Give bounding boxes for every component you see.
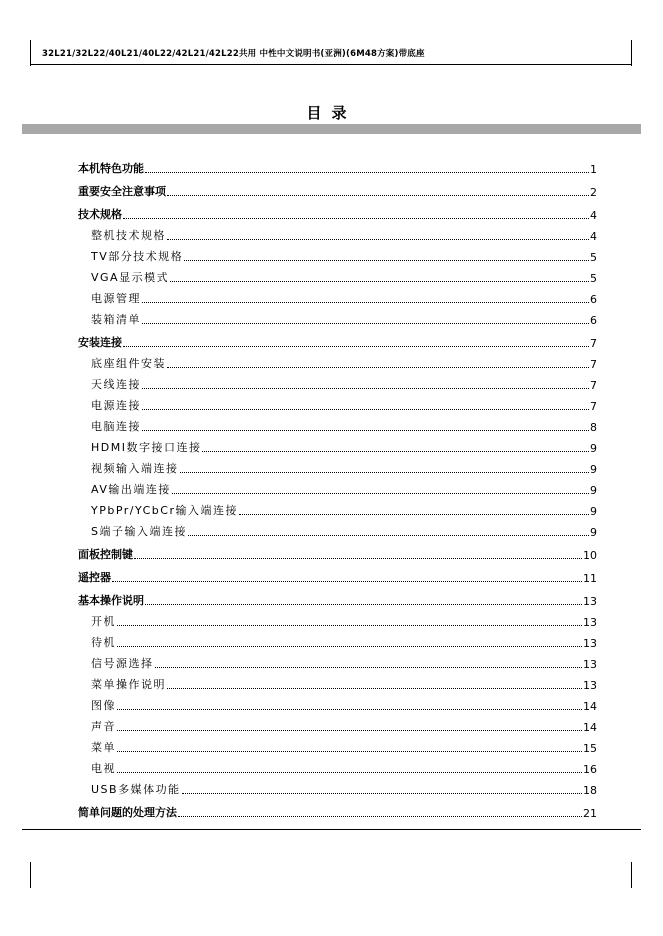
toc-section-entry[interactable] [78, 797, 597, 820]
toc-entry-label: 简单问题的处理方法 [78, 806, 177, 819]
toc-entry-label: 遥控器 [78, 571, 111, 584]
toc-entry-label: 图像 [91, 699, 116, 712]
dot-leader [123, 218, 589, 219]
toc-subsection-entry[interactable] [78, 306, 597, 327]
toc-entry-page-number: 13 [583, 595, 597, 608]
toc-entry-page-number: 9 [590, 463, 597, 476]
toc-entry-page-number: 15 [583, 742, 597, 755]
toc-entry-label: 电源连接 [91, 399, 141, 412]
dot-leader [155, 667, 583, 668]
toc-entry-page-number: 2 [590, 186, 597, 199]
dot-leader [142, 302, 589, 303]
toc-entry-label: TV部分技术规格 [91, 250, 184, 263]
toc-entry-page-number: 13 [583, 616, 597, 629]
toc-subsection-entry[interactable] [78, 285, 597, 306]
toc-entry-label: 电脑连接 [91, 420, 141, 433]
toc-subsection-entry[interactable] [78, 755, 597, 776]
dot-leader [117, 625, 582, 626]
toc-section-entry[interactable] [78, 562, 597, 585]
crop-mark-top-right [631, 40, 632, 66]
dot-leader [117, 709, 582, 710]
toc-section-entry[interactable] [78, 327, 597, 350]
toc-entry-label: 重要安全注意事项 [78, 185, 166, 198]
toc-subsection-entry[interactable] [78, 350, 597, 371]
toc-entry-page-number: 21 [583, 807, 597, 820]
toc-entry-page-number: 6 [590, 293, 597, 306]
toc-entry-label: 安装连接 [78, 336, 122, 349]
toc-entry-page-number: 14 [583, 721, 597, 734]
toc-entry-label: 声音 [91, 720, 116, 733]
toc-subsection-entry[interactable] [78, 713, 597, 734]
toc-entry-page-number: 13 [583, 658, 597, 671]
toc-section-entry[interactable] [78, 199, 597, 222]
dot-leader [117, 751, 582, 752]
dot-leader [142, 388, 589, 389]
toc-entry-page-number: 6 [590, 314, 597, 327]
toc-subsection-entry[interactable] [78, 413, 597, 434]
toc-entry-label: 基本操作说明 [78, 594, 144, 607]
toc-section-entry[interactable] [78, 153, 597, 176]
dot-leader [188, 535, 589, 536]
dot-leader [145, 172, 589, 173]
toc-entry-label: 技术规格 [78, 208, 122, 221]
toc-entry-page-number: 5 [590, 251, 597, 264]
toc-subsection-entry[interactable] [78, 650, 597, 671]
dot-leader [184, 260, 589, 261]
toc-subsection-entry[interactable] [78, 734, 597, 755]
footer-rule [22, 829, 641, 830]
toc-entry-label: 信号源选择 [91, 657, 154, 670]
crop-mark-bottom-right [631, 862, 632, 888]
toc-subsection-entry[interactable] [78, 692, 597, 713]
toc-subsection-entry[interactable] [78, 222, 597, 243]
toc-entry-label: 本机特色功能 [78, 162, 144, 175]
toc-entry-page-number: 9 [590, 505, 597, 518]
toc-entry-page-number: 13 [583, 637, 597, 650]
toc-subsection-entry[interactable] [78, 497, 597, 518]
toc-subsection-entry[interactable] [78, 243, 597, 264]
crop-mark-top-left [30, 40, 31, 66]
dot-leader [182, 793, 582, 794]
dot-leader [142, 409, 589, 410]
toc-entry-label: 菜单操作说明 [91, 678, 166, 691]
toc-entry-page-number: 8 [590, 421, 597, 434]
toc-entry-page-number: 16 [583, 763, 597, 776]
toc-entry-page-number: 4 [590, 230, 597, 243]
page-title: 目录 [306, 104, 357, 122]
toc-entry-label: 装箱清单 [91, 313, 141, 326]
toc-subsection-entry[interactable] [78, 371, 597, 392]
toc-entry-page-number: 10 [583, 549, 597, 562]
toc-entry-label: 底座组件安装 [91, 357, 166, 370]
toc-entry-page-number: 4 [590, 209, 597, 222]
toc-entry-label: 视频输入端连接 [91, 462, 179, 475]
dot-leader [167, 367, 589, 368]
dot-leader [112, 581, 582, 582]
toc-entry-page-number: 14 [583, 700, 597, 713]
toc-entry-label: HDMI数字接口连接 [91, 441, 202, 454]
toc-entry-label: 菜单 [91, 741, 116, 754]
toc-entry-label: USB多媒体功能 [91, 783, 181, 796]
toc-entry-page-number: 18 [583, 784, 597, 797]
header-rule [31, 64, 632, 65]
toc-entry-label: 待机 [91, 636, 116, 649]
dot-leader [167, 239, 589, 240]
toc-entry-label: 开机 [91, 615, 116, 628]
toc-subsection-entry[interactable] [78, 264, 597, 285]
toc-entry-label: 面板控制键 [78, 548, 133, 561]
dot-leader [134, 558, 582, 559]
dot-leader [142, 323, 589, 324]
toc-entry-label: 整机技术规格 [91, 229, 166, 242]
toc-entry-page-number: 5 [590, 272, 597, 285]
dot-leader [202, 451, 589, 452]
toc-entry-label: VGA显示模式 [91, 271, 170, 284]
toc-entry-page-number: 1 [590, 163, 597, 176]
toc-subsection-entry[interactable] [78, 518, 597, 539]
toc-subsection-entry[interactable] [78, 671, 597, 692]
dot-leader [117, 730, 582, 731]
toc-entry-label: AV输出端连接 [91, 483, 171, 496]
dot-leader [142, 430, 589, 431]
toc-entry-label: 天线连接 [91, 378, 141, 391]
dot-leader [145, 604, 582, 605]
toc-section-entry[interactable] [78, 539, 597, 562]
dot-leader [167, 195, 589, 196]
toc-section-entry[interactable] [78, 176, 597, 199]
dot-leader [239, 514, 589, 515]
dot-leader [117, 646, 582, 647]
toc-subsection-entry[interactable] [78, 608, 597, 629]
table-of-contents [78, 153, 597, 820]
toc-subsection-entry[interactable] [78, 392, 597, 413]
dot-leader [123, 346, 589, 347]
title-bar [22, 124, 641, 134]
toc-entry-label: S端子输入端连接 [91, 525, 187, 538]
toc-entry-page-number: 7 [590, 379, 597, 392]
crop-mark-bottom-left [30, 862, 31, 888]
toc-entry-page-number: 7 [590, 400, 597, 413]
dot-leader [178, 816, 582, 817]
toc-entry-page-number: 7 [590, 337, 597, 350]
toc-entry-page-number: 9 [590, 526, 597, 539]
toc-entry-page-number: 11 [583, 572, 597, 585]
toc-subsection-entry[interactable] [78, 434, 597, 455]
dot-leader [117, 772, 582, 773]
toc-subsection-entry[interactable] [78, 476, 597, 497]
toc-entry-label: 电视 [91, 762, 116, 775]
toc-entry-label: 电源管理 [91, 292, 141, 305]
dot-leader [170, 281, 589, 282]
toc-entry-label: YPbPr/YCbCr输入端连接 [91, 504, 238, 517]
toc-entry-page-number: 9 [590, 484, 597, 497]
document-header: 32L21/32L22/40L21/40L22/42L21/42L22共用 中性中文说明书(亚洲)(6M48方案)带底座 [42, 49, 425, 59]
dot-leader [167, 688, 582, 689]
toc-section-entry[interactable] [78, 585, 597, 608]
toc-entry-page-number: 9 [590, 442, 597, 455]
toc-subsection-entry[interactable] [78, 629, 597, 650]
toc-subsection-entry[interactable] [78, 776, 597, 797]
toc-subsection-entry[interactable] [78, 455, 597, 476]
dot-leader [172, 493, 589, 494]
toc-entry-page-number: 13 [583, 679, 597, 692]
dot-leader [180, 472, 590, 473]
toc-entry-page-number: 7 [590, 358, 597, 371]
